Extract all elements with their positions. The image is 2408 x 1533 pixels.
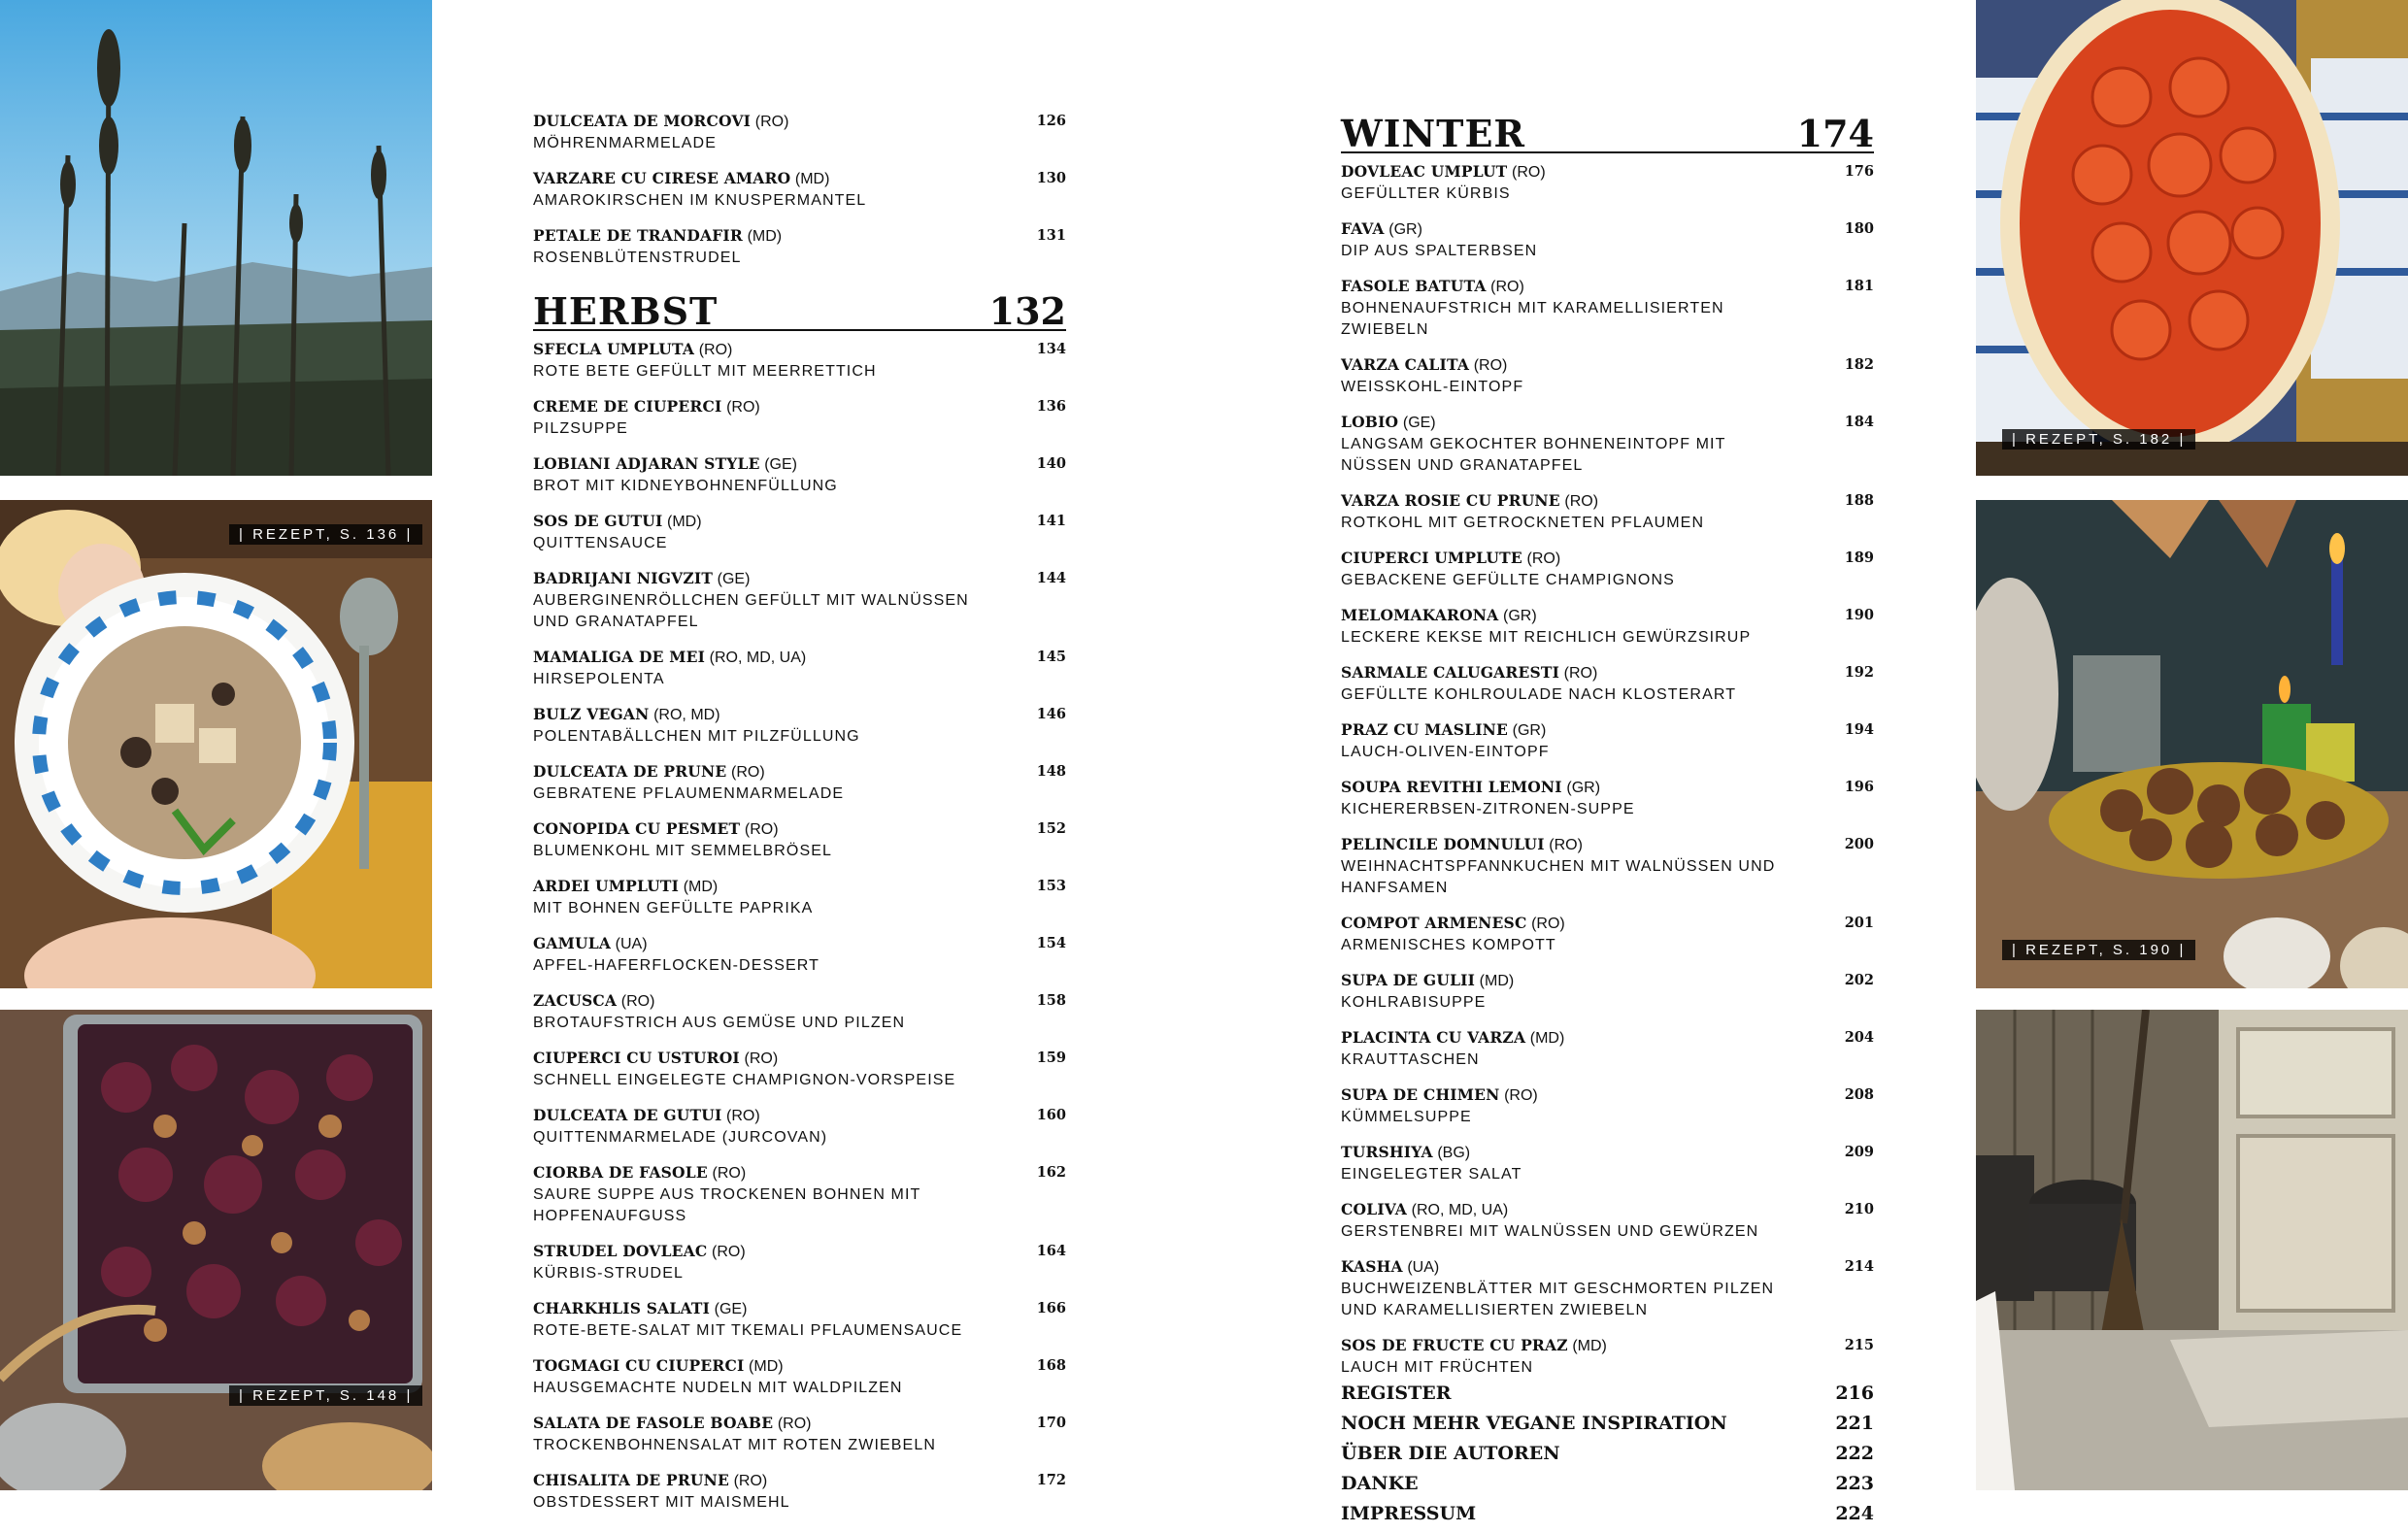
page-number: 152: [1036, 820, 1066, 837]
recipe-subtitle: DIP AUS SPALTERBSEN: [1341, 243, 1538, 259]
recipe-region: (UA): [615, 936, 648, 952]
recipe-subtitle: PILZSUPPE: [533, 420, 628, 437]
toc-entry[interactable]: [1341, 1142, 1874, 1185]
recipe-title: LOBIO: [1341, 413, 1399, 431]
toc-entry[interactable]: [533, 453, 1066, 497]
recipe-region: (RO): [733, 1473, 768, 1489]
toc-entry[interactable]: [533, 876, 1066, 919]
appendix-name: NOCH MEHR VEGANE INSPIRATION: [1341, 1413, 1727, 1434]
appendix-name: IMPRESSUM: [1341, 1503, 1477, 1524]
recipe-subtitle: TROCKENBOHNENSALAT MIT ROTEN ZWIEBELN: [533, 1437, 936, 1453]
recipe-title: CIUPERCI UMPLUTE: [1341, 549, 1522, 567]
page-number: 204: [1844, 1029, 1874, 1046]
toc-entry[interactable]: [533, 818, 1066, 862]
recipe-subtitle: ROSENBLÜTENSTRUDEL: [533, 250, 742, 266]
recipe-title: SFECLA UMPLUTA: [533, 340, 695, 358]
toc-entry[interactable]: [533, 1413, 1066, 1456]
recipe-region: (MD): [1529, 1030, 1565, 1047]
page-number: 201: [1844, 915, 1874, 931]
page-number: 189: [1844, 550, 1874, 566]
recipe-subtitle: WEIHNACHTSPFANNKUCHEN MIT WALNÜSSEN UND HANFSAMEN: [1341, 858, 1776, 896]
page-number: 141: [1036, 513, 1066, 529]
toc-entry[interactable]: [533, 225, 1066, 269]
appendix-page: 224: [1835, 1503, 1874, 1524]
toc-entry[interactable]: [1341, 490, 1874, 534]
recipe-title: CHARKHLIS SALATI: [533, 1299, 711, 1317]
page-number: 181: [1844, 278, 1874, 294]
toc-entry[interactable]: [1341, 1199, 1874, 1243]
recipe-subtitle: MIT BOHNEN GEFÜLLTE PAPRIKA: [533, 900, 814, 916]
recipe-subtitle: GERSTENBREI MIT WALNÜSSEN UND GEWÜRZEN: [1341, 1223, 1759, 1240]
page-number: 188: [1844, 492, 1874, 509]
toc-entry[interactable]: [1341, 1335, 1874, 1379]
recipe-region: (RO, MD, UA): [1411, 1202, 1509, 1218]
page-number: 168: [1036, 1357, 1066, 1374]
recipe-region: (RO): [744, 821, 779, 838]
recipe-region: (MD): [749, 1358, 784, 1375]
recipe-subtitle: LANGSAM GEKOCHTER BOHNENEINTOPF MIT NÜSSEN UND GRANATAPFEL: [1341, 436, 1726, 474]
appendix-name: REGISTER: [1341, 1383, 1452, 1404]
page-number: 153: [1036, 878, 1066, 894]
recipe-region: (BG): [1437, 1145, 1471, 1161]
recipe-title: DULCEATA DE GUTUI: [533, 1106, 722, 1124]
toc-entry[interactable]: [533, 511, 1066, 554]
page-number: 131: [1036, 227, 1066, 244]
recipe-subtitle: HAUSGEMACHTE NUDELN MIT WALDPILZEN: [533, 1380, 903, 1396]
toc-entry[interactable]: [533, 1105, 1066, 1149]
recipe-region: (RO): [712, 1165, 747, 1182]
recipe-caption-148: | REZEPT, S. 148 |: [229, 1385, 422, 1406]
recipe-title: SOUPA REVITHI LEMONI: [1341, 778, 1562, 796]
page-number: 194: [1844, 721, 1874, 738]
recipe-caption-136: | REZEPT, S. 136 |: [229, 524, 422, 545]
recipe-subtitle: KICHERERBSEN-ZITRONEN-SUPPE: [1341, 801, 1635, 817]
page-number: 146: [1036, 706, 1066, 722]
recipe-title: SALATA DE FASOLE BOABE: [533, 1414, 774, 1432]
recipe-title: ARDEI UMPLUTI: [533, 877, 680, 895]
toc-entry[interactable]: [1341, 1256, 1874, 1321]
toc-entry[interactable]: [533, 1048, 1066, 1091]
recipe-subtitle: MÖHRENMARMELADE: [533, 135, 717, 151]
toc-entry[interactable]: [1341, 161, 1874, 205]
recipe-title: CIORBA DE FASOLE: [533, 1163, 708, 1182]
recipe-subtitle: ARMENISCHES KOMPOTT: [1341, 937, 1556, 953]
recipe-region: (MD): [667, 514, 702, 530]
recipe-subtitle: GEFÜLLTE KOHLROULADE NACH KLOSTERART: [1341, 686, 1737, 703]
page-number: 160: [1036, 1107, 1066, 1123]
recipe-region: (RO): [1531, 916, 1565, 932]
recipe-region: (MD): [747, 228, 783, 245]
recipe-title: VARZARE CU CIRESE AMARO: [533, 169, 791, 187]
recipe-title: CHISALITA DE PRUNE: [533, 1471, 729, 1489]
toc-entry[interactable]: [533, 568, 1066, 633]
recipe-region: (GR): [1512, 722, 1547, 739]
appendix-page: 216: [1835, 1383, 1874, 1404]
page-number: 196: [1844, 779, 1874, 795]
recipe-title: DOVLEAC UMPLUT: [1341, 162, 1508, 181]
section-name: HERBST: [533, 289, 719, 333]
recipe-title: SUPA DE GULII: [1341, 971, 1476, 989]
page-number: 182: [1844, 356, 1874, 373]
appendix-name: ÜBER DIE AUTOREN: [1341, 1443, 1560, 1464]
page-number: 209: [1844, 1144, 1874, 1160]
toc-entry[interactable]: [533, 933, 1066, 977]
recipe-subtitle: OBSTDESSERT MIT MAISMEHL: [533, 1494, 790, 1511]
page-number: 170: [1036, 1415, 1066, 1431]
page-number: 158: [1036, 992, 1066, 1009]
recipe-title: MAMALIGA DE MEI: [533, 648, 706, 666]
recipe-region: (MD): [683, 879, 719, 895]
section-page: 174: [1796, 112, 1874, 155]
page-number: 130: [1036, 170, 1066, 186]
mushroom-soup-photo: [0, 500, 432, 988]
toc-entry[interactable]: [533, 396, 1066, 440]
recipe-title: PELINCILE DOMNULUI: [1341, 835, 1545, 853]
toc-entry[interactable]: [1341, 913, 1874, 956]
recipe-subtitle: GEBACKENE GEFÜLLTE CHAMPIGNONS: [1341, 572, 1675, 588]
page-number: 154: [1036, 935, 1066, 951]
recipe-subtitle: ROTE BETE GEFÜLLT MIT MEERRETTICH: [533, 363, 877, 380]
toc-entry[interactable]: [533, 1355, 1066, 1399]
recipe-title: CONOPIDA CU PESMET: [533, 819, 741, 838]
page-number: 214: [1844, 1258, 1874, 1275]
appendix-page: 222: [1835, 1443, 1874, 1464]
page-number: 215: [1844, 1337, 1874, 1353]
toc-entry[interactable]: [533, 1470, 1066, 1514]
recipe-region: (RO): [730, 764, 765, 781]
recipe-subtitle: BROT MIT KIDNEYBOHNENFÜLLUNG: [533, 478, 838, 494]
recipe-title: CREME DE CIUPERCI: [533, 397, 722, 416]
recipe-title: LOBIANI ADJARAN STYLE: [533, 454, 760, 473]
toc-entry[interactable]: [533, 168, 1066, 212]
plum-jam-photo: [0, 1010, 432, 1490]
page-number: 164: [1036, 1243, 1066, 1259]
recipe-title: COMPOT ARMENESC: [1341, 914, 1527, 932]
toc-entry[interactable]: [533, 1298, 1066, 1342]
recipe-title: TOGMAGI CU CIUPERCI: [533, 1356, 745, 1375]
toc-entry[interactable]: [533, 339, 1066, 383]
recipe-region: (RO, MD): [653, 707, 720, 723]
christmas-cookies-photo: [1976, 500, 2408, 988]
recipe-subtitle: POLENTABÄLLCHEN MIT PILZFÜLLUNG: [533, 728, 860, 745]
appendix-page: 223: [1835, 1473, 1874, 1494]
recipe-region: (RO): [726, 1108, 760, 1124]
recipe-title: ZACUSCA: [533, 991, 618, 1010]
recipe-region: (GE): [717, 571, 751, 587]
landscape-photo: [0, 0, 432, 476]
recipe-subtitle: LECKERE KEKSE MIT REICHLICH GEWÜRZSIRUP: [1341, 629, 1752, 646]
page-number: 190: [1844, 607, 1874, 623]
recipe-subtitle: GEFÜLLTER KÜRBIS: [1341, 185, 1511, 202]
recipe-region: (GR): [1503, 608, 1537, 624]
toc-entry[interactable]: [1341, 276, 1874, 341]
page-number: 159: [1036, 1050, 1066, 1066]
recipe-region: (RO): [620, 993, 655, 1010]
recipe-caption-190: | REZEPT, S. 190 |: [2002, 940, 2195, 960]
toc-entry[interactable]: [1341, 1084, 1874, 1128]
recipe-title: BADRIJANI NIGVZIT: [533, 569, 714, 587]
toc-entry[interactable]: [1341, 218, 1874, 262]
recipe-region: (RO): [1490, 279, 1524, 295]
toc-entry[interactable]: [1341, 548, 1874, 591]
recipe-region: (MD): [1479, 973, 1515, 989]
recipe-region: (RO): [712, 1244, 746, 1260]
recipe-subtitle: BUCHWEIZENBLÄTTER MIT GESCHMORTEN PILZEN UND KARAMELLISIERTEN ZWIEBELN: [1341, 1281, 1775, 1318]
toc-entry[interactable]: [533, 704, 1066, 748]
recipe-subtitle: BROTAUFSTRICH AUS GEMÜSE UND PILZEN: [533, 1015, 906, 1031]
toc-entry[interactable]: [533, 1162, 1066, 1227]
recipe-region: (RO): [698, 342, 733, 358]
recipe-subtitle: LAUCH-OLIVEN-EINTOPF: [1341, 744, 1550, 760]
recipe-subtitle: AMAROKIRSCHEN IM KNUSPERMANTEL: [533, 192, 867, 209]
recipe-region: (RO): [1563, 665, 1598, 682]
page-number: 202: [1844, 972, 1874, 988]
page-number: 136: [1036, 398, 1066, 415]
recipe-region: (MD): [794, 171, 830, 187]
toc-appendix-inspiration[interactable]: [1341, 1413, 1874, 1443]
recipe-subtitle: SAURE SUPPE AUS TROCKENEN BOHNEN MIT HOPFENAUFGUSS: [533, 1186, 921, 1224]
broom-door-photo: [1976, 1010, 2408, 1490]
section-heading-winter[interactable]: [1341, 105, 1874, 153]
toc-entry[interactable]: [1341, 1027, 1874, 1071]
recipe-title: DULCEATA DE MORCOVI: [533, 112, 752, 130]
recipe-region: (RO): [777, 1416, 812, 1432]
recipe-title: STRUDEL DOVLEAC: [533, 1242, 708, 1260]
toc-entry[interactable]: [1341, 605, 1874, 649]
toc-entry[interactable]: [533, 647, 1066, 690]
recipe-region: (RO): [726, 399, 760, 416]
recipe-subtitle: WEISSKOHL-EINTOPF: [1341, 379, 1524, 395]
recipe-region: (RO): [1564, 493, 1599, 510]
section-name: WINTER: [1341, 112, 1526, 155]
page-number: 148: [1036, 763, 1066, 780]
recipe-title: VARZA CALITA: [1341, 355, 1470, 374]
recipe-region: (RO): [744, 1050, 779, 1067]
toc-left-column: [533, 111, 1066, 1527]
recipe-subtitle: ROTKOHL MIT GETROCKNETEN PFLAUMEN: [1341, 515, 1705, 531]
page-number: 126: [1036, 113, 1066, 129]
recipe-title: SOS DE GUTUI: [533, 512, 663, 530]
toc-appendix-thanks[interactable]: [1341, 1473, 1874, 1503]
toc-entry[interactable]: [533, 111, 1066, 154]
toc-appendix-authors[interactable]: [1341, 1443, 1874, 1473]
toc-entry[interactable]: [1341, 777, 1874, 820]
recipe-title: TURSHIYA: [1341, 1143, 1433, 1161]
recipe-title: BULZ VEGAN: [533, 705, 650, 723]
recipe-subtitle: EINGELEGTER SALAT: [1341, 1166, 1522, 1183]
toc-right-column: [1341, 105, 1874, 1533]
page-number: 176: [1844, 163, 1874, 180]
recipe-subtitle: KRAUTTASCHEN: [1341, 1051, 1480, 1068]
recipe-title: FAVA: [1341, 219, 1385, 238]
toc-appendix-register[interactable]: [1341, 1383, 1874, 1413]
recipe-subtitle: QUITTENSAUCE: [533, 535, 668, 551]
page-number: 140: [1036, 455, 1066, 472]
page-number: 192: [1844, 664, 1874, 681]
toc-entry[interactable]: [533, 761, 1066, 805]
recipe-subtitle: LAUCH MIT FRÜCHTEN: [1341, 1359, 1534, 1376]
recipe-region: (GE): [764, 456, 797, 473]
recipe-region: (MD): [1572, 1338, 1607, 1354]
recipe-title: PLACINTA CU VARZA: [1341, 1028, 1526, 1047]
recipe-region: (RO): [1512, 164, 1546, 181]
recipe-region: (RO): [1504, 1087, 1538, 1104]
recipe-title: PRAZ CU MASLINE: [1341, 720, 1509, 739]
recipe-region: (RO): [1473, 357, 1508, 374]
toc-entry[interactable]: [1341, 834, 1874, 899]
toc-entry[interactable]: [1341, 719, 1874, 763]
recipe-subtitle: ROTE-BETE-SALAT MIT TKEMALI PFLAUMENSAUCE: [533, 1322, 963, 1339]
page-number: 144: [1036, 570, 1066, 586]
toc-entry[interactable]: [533, 990, 1066, 1034]
appendix-name: DANKE: [1341, 1473, 1419, 1494]
toc-entry[interactable]: [1341, 412, 1874, 477]
page-number: 180: [1844, 220, 1874, 237]
recipe-subtitle: GEBRATENE PFLAUMENMARMELADE: [533, 785, 845, 802]
recipe-region: (RO, MD, UA): [709, 650, 807, 666]
recipe-region: (RO): [1526, 550, 1561, 567]
recipe-subtitle: HIRSEPOLENTA: [533, 671, 665, 687]
recipe-title: CIUPERCI CU USTUROI: [533, 1049, 740, 1067]
recipe-region: (UA): [1407, 1259, 1440, 1276]
recipe-title: SOS DE FRUCTE CU PRAZ: [1341, 1336, 1568, 1354]
recipe-subtitle: APFEL-HAFERFLOCKEN-DESSERT: [533, 957, 820, 974]
page-number: 208: [1844, 1086, 1874, 1103]
toc-entry[interactable]: [1341, 354, 1874, 398]
recipe-title: PETALE DE TRANDAFIR: [533, 226, 743, 245]
page-number: 145: [1036, 649, 1066, 665]
appendix-page: 221: [1835, 1413, 1874, 1434]
toc-entry[interactable]: [1341, 662, 1874, 706]
recipe-subtitle: KÜMMELSUPPE: [1341, 1109, 1472, 1125]
recipe-region: (GE): [714, 1301, 748, 1317]
recipe-subtitle: BOHNENAUFSTRICH MIT KARAMELLISIERTEN ZWIEBELN: [1341, 300, 1724, 338]
page-number: 200: [1844, 836, 1874, 852]
recipe-subtitle: AUBERGINENRÖLLCHEN GEFÜLLT MIT WALNÜSSEN UND GRANATAPFEL: [533, 592, 969, 630]
recipe-title: VARZA ROSIE CU PRUNE: [1341, 491, 1560, 510]
recipe-title: COLIVA: [1341, 1200, 1408, 1218]
recipe-region: (GR): [1566, 780, 1601, 796]
page-number: 166: [1036, 1300, 1066, 1316]
recipe-region: (RO): [754, 114, 789, 130]
recipe-subtitle: KOHLRABISUPPE: [1341, 994, 1487, 1011]
toc-appendix-impressum[interactable]: [1341, 1503, 1874, 1533]
recipe-title: FASOLE BATUTA: [1341, 277, 1487, 295]
recipe-subtitle: QUITTENMARMELADE (JURCOVAN): [533, 1129, 828, 1146]
page-number: 134: [1036, 341, 1066, 357]
section-page: 132: [988, 289, 1066, 333]
recipe-title: SUPA DE CHIMEN: [1341, 1085, 1500, 1104]
recipe-title: KASHA: [1341, 1257, 1403, 1276]
recipe-subtitle: KÜRBIS-STRUDEL: [533, 1265, 684, 1282]
recipe-caption-182: | REZEPT, S. 182 |: [2002, 429, 2195, 450]
recipe-region: (RO): [1549, 837, 1583, 853]
section-heading-herbst[interactable]: [533, 283, 1066, 331]
page-number: 162: [1036, 1164, 1066, 1181]
recipe-region: (GR): [1388, 221, 1422, 238]
recipe-title: SARMALE CALUGARESTI: [1341, 663, 1560, 682]
toc-entry[interactable]: [1341, 970, 1874, 1014]
recipe-subtitle: BLUMENKOHL MIT SEMMELBRÖSEL: [533, 843, 832, 859]
toc-entry[interactable]: [533, 1241, 1066, 1284]
page-number: 184: [1844, 414, 1874, 430]
tomato-cabbage-photo: [1976, 0, 2408, 476]
page-number: 210: [1844, 1201, 1874, 1217]
recipe-title: DULCEATA DE PRUNE: [533, 762, 727, 781]
page-number: 172: [1036, 1472, 1066, 1488]
recipe-title: MELOMAKARONA: [1341, 606, 1499, 624]
recipe-title: GAMULA: [533, 934, 612, 952]
recipe-region: (GE): [1402, 415, 1436, 431]
recipe-subtitle: SCHNELL EINGELEGTE CHAMPIGNON-VORSPEISE: [533, 1072, 956, 1088]
